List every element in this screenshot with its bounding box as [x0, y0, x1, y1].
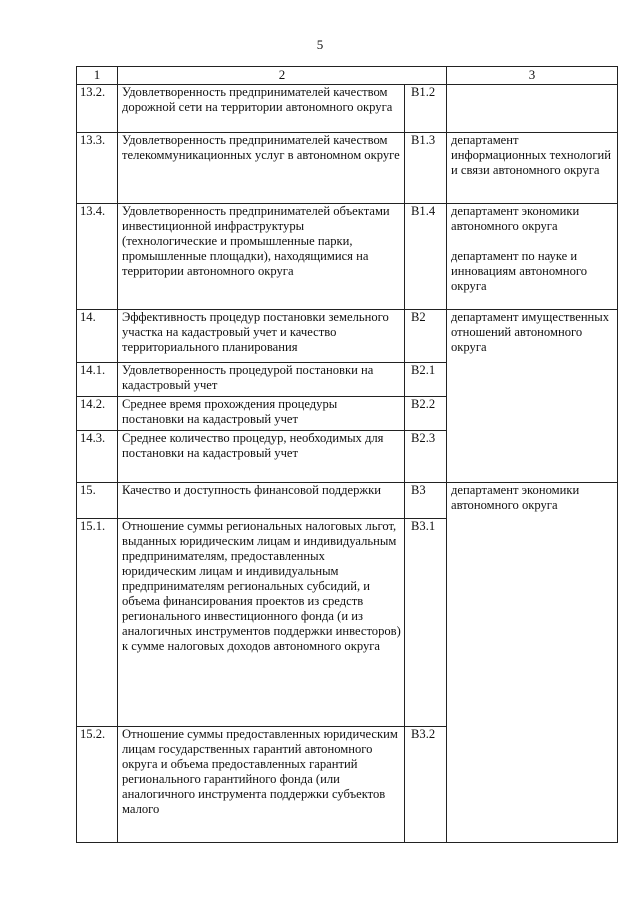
department-economy: департамент экономики автономного округа	[451, 204, 580, 233]
row-indicator-text: Удовлетворенность предпринимателей качеством дорожной сети на территории автономного округа	[118, 85, 405, 133]
row-number: 15.2.	[77, 727, 118, 843]
row-indicator-text: Среднее количество процедур, необходимых для постановки на кадастровый учет	[118, 431, 405, 483]
table-row	[77, 85, 618, 133]
row-indicator-text: Удовлетворенность процедурой постановки на кадастровый учет	[118, 363, 405, 397]
row-number: 13.4.	[77, 204, 118, 310]
table-header-row	[77, 67, 618, 85]
row-number: 14.1.	[77, 363, 118, 397]
row-number: 13.3.	[77, 133, 118, 204]
row-code: В3.1	[405, 519, 447, 727]
row-code: В3.2	[405, 727, 447, 843]
row-code: В2.1	[405, 363, 447, 397]
row-indicator-text: Отношение суммы региональных налоговых льгот, выданных юридическим лицам и индивидуальным предпринимателям, предоставленных юридическим лицам и индивидуальным предпринимателям региональных субсидий, и объема финансирования проектов из средств регионального инвестиционного фонда (и из аналогичных инструментов поддержки инвесторов) к сумме налоговых доходов автономного округа	[118, 519, 405, 727]
row-indicator-text: Среднее время прохождения процедуры постановки на кадастровый учет	[118, 397, 405, 431]
row-number: 14.	[77, 310, 118, 363]
row-number: 15.	[77, 483, 118, 519]
row-code: В1.4	[405, 204, 447, 310]
row-code: В3	[405, 483, 447, 519]
department-science: департамент по науке и инновациям автономного округа	[451, 249, 588, 293]
indicators-table	[76, 66, 618, 843]
row-code: В2	[405, 310, 447, 363]
row-number: 14.2.	[77, 397, 118, 431]
header-col-2: 2	[118, 67, 447, 85]
row-indicator-text: Удовлетворенность предпринимателей качеством телекоммуникационных услуг в автономном округе	[118, 133, 405, 204]
table-row	[77, 483, 618, 519]
row-number: 15.1.	[77, 519, 118, 727]
table-row	[77, 310, 618, 363]
row-department	[447, 85, 618, 133]
row-code: В1.3	[405, 133, 447, 204]
row-department: департамент экономики автономного округа	[447, 483, 618, 843]
row-code: В2.3	[405, 431, 447, 483]
row-indicator-text: Эффективность процедур постановки земельного участка на кадастровый учет и качество территориального планирования	[118, 310, 405, 363]
row-department: департамент информационных технологий и связи автономного округа	[447, 133, 618, 204]
row-indicator-text: Удовлетворенность предпринимателей объектами инвестиционной инфраструктуры (технологические и промышленные парки, промышленные площадки), находящимися на территории автономного округа	[118, 204, 405, 310]
row-indicator-text: Качество и доступность финансовой поддержки	[118, 483, 405, 519]
row-code: В2.2	[405, 397, 447, 431]
row-department: департамент имущественных отношений автономного округа	[447, 310, 618, 483]
page-number: 5	[316, 37, 324, 52]
row-department	[447, 204, 618, 310]
row-number: 14.3.	[77, 431, 118, 483]
row-code: В1.2	[405, 85, 447, 133]
header-col-1: 1	[77, 67, 118, 85]
table-row	[77, 133, 618, 204]
row-number: 13.2.	[77, 85, 118, 133]
table-row	[77, 204, 618, 310]
row-indicator-text: Отношение суммы предоставленных юридическим лицам государственных гарантий автономного округа и объема предоставленных гарантий регионального гарантийного фонда (или аналогичного инструмента поддержки субъектов малого	[118, 727, 405, 843]
header-col-3: 3	[447, 67, 618, 85]
